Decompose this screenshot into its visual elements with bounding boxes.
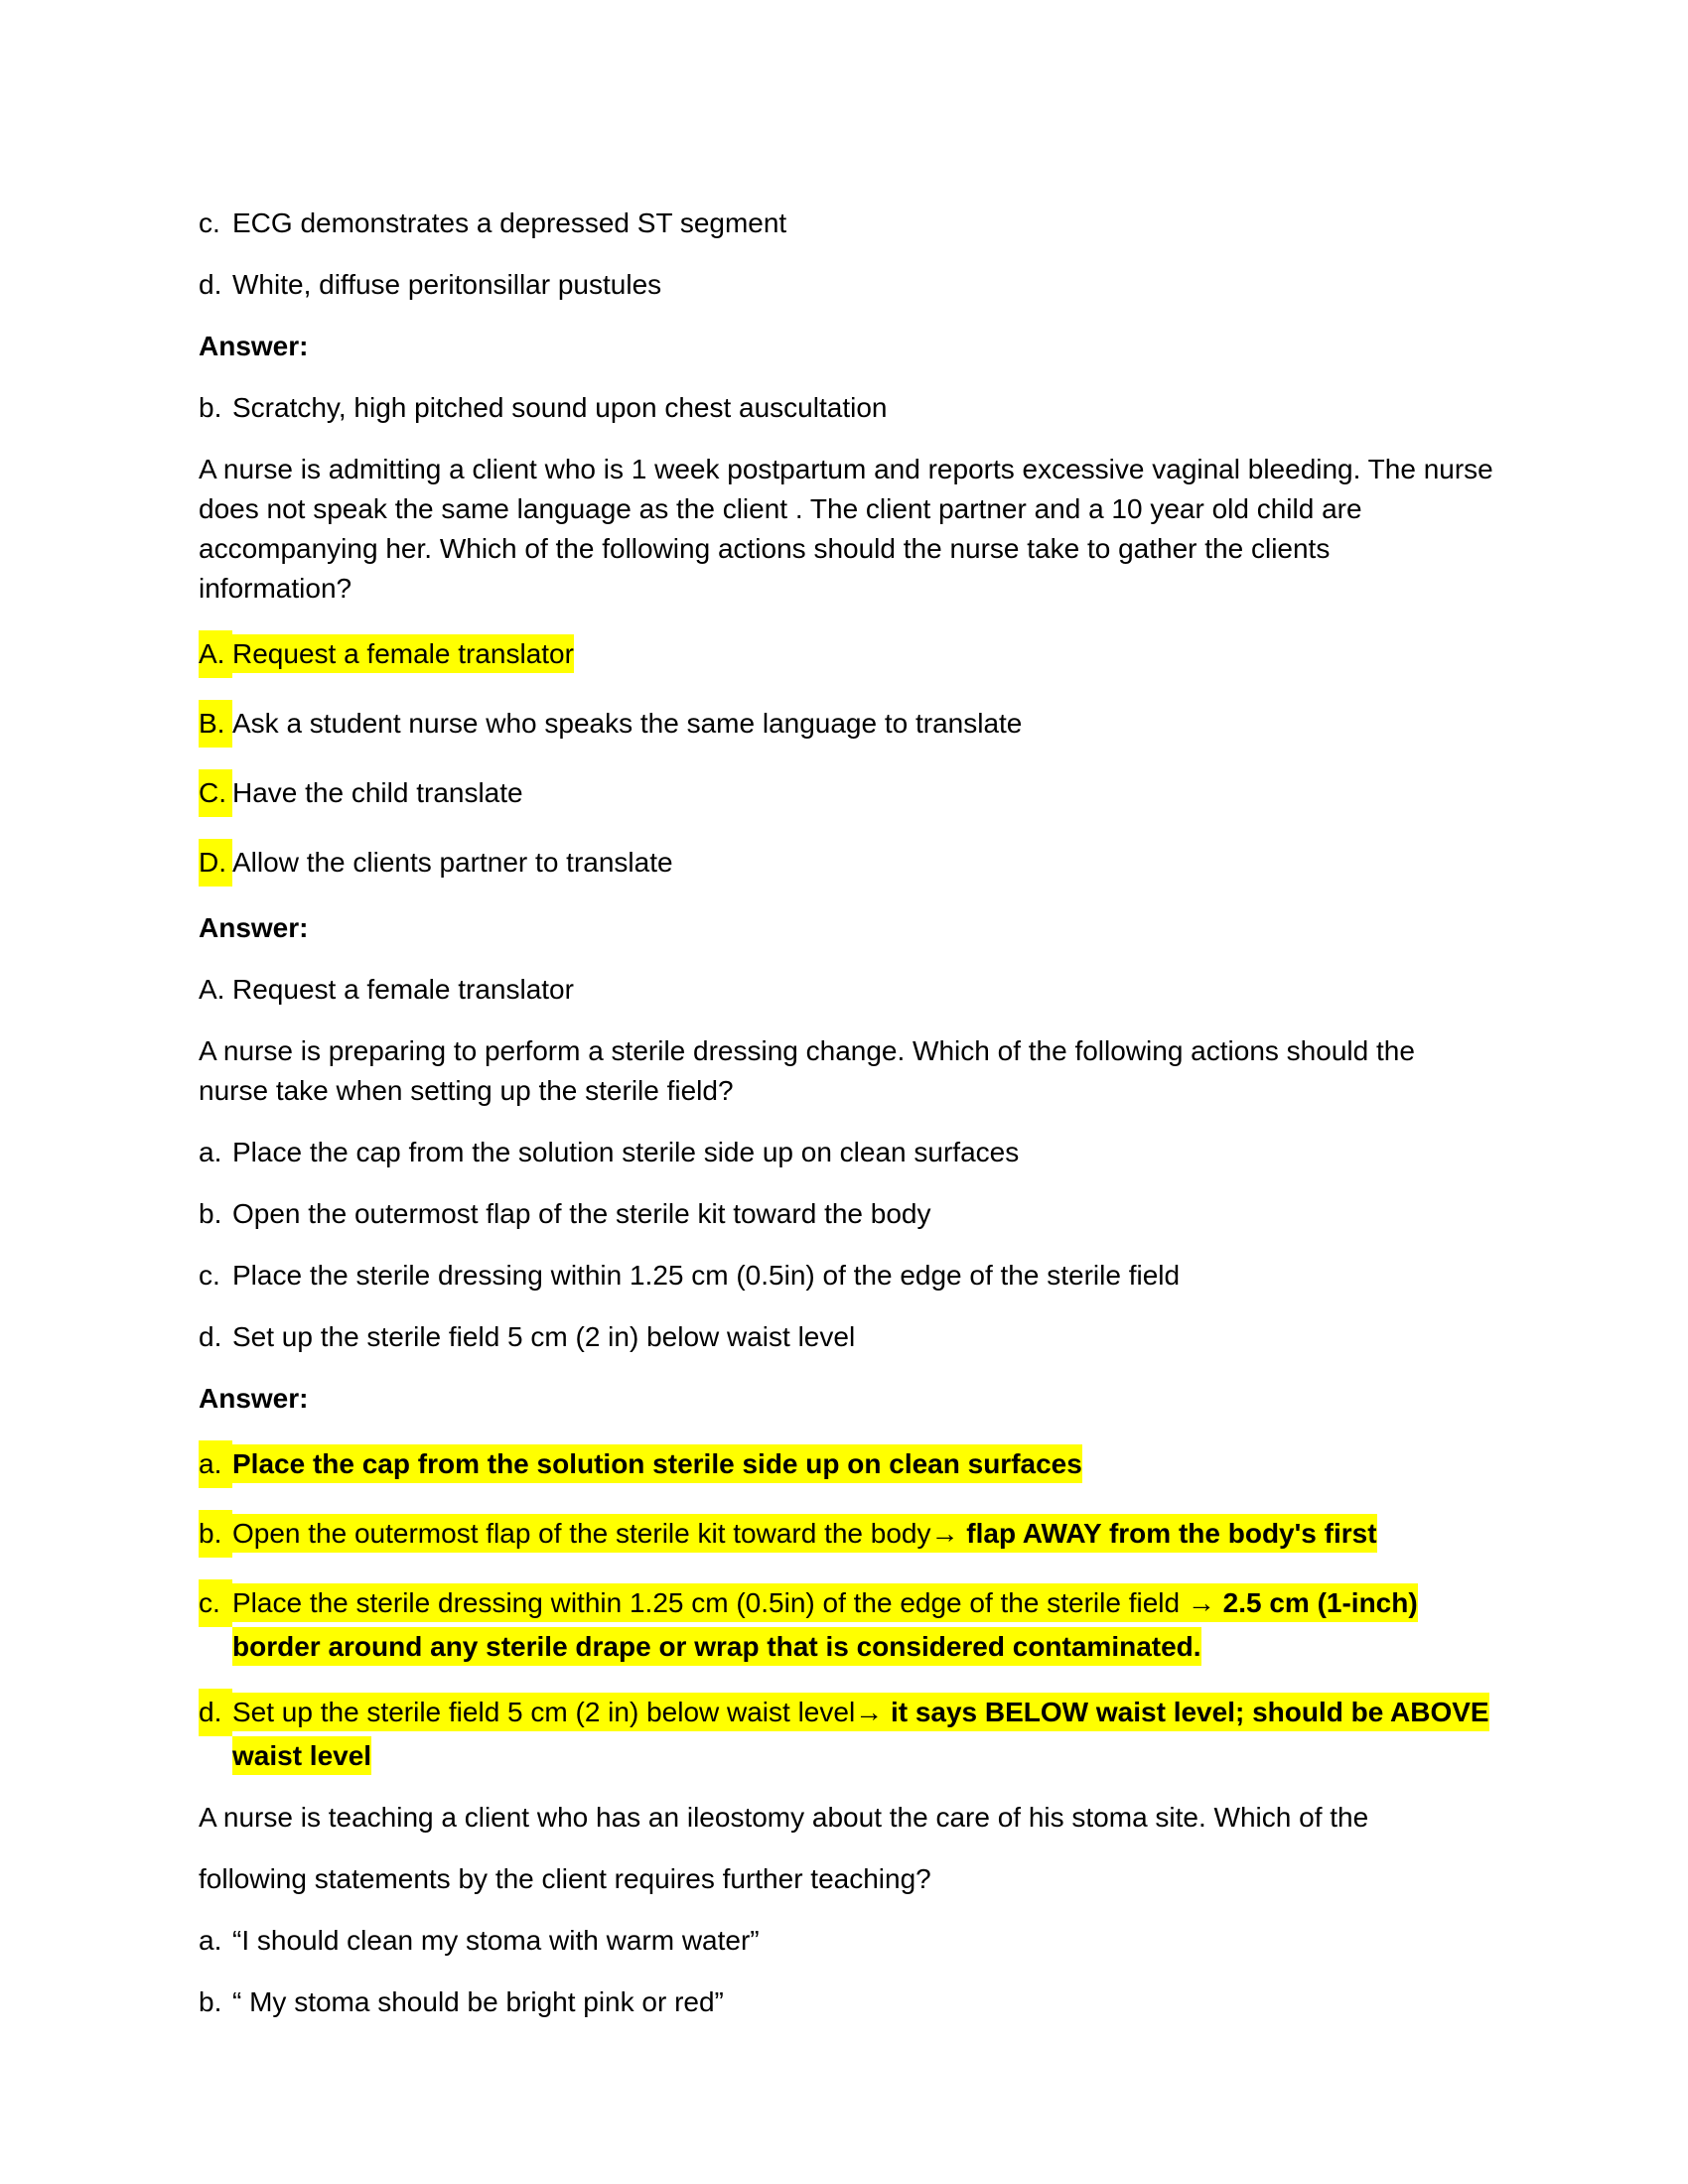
text-segment: Request a female translator xyxy=(232,634,574,673)
answer-label xyxy=(199,1379,1509,1419)
text-segment: Open the outermost flap of the sterile kit toward the body→ xyxy=(232,1514,966,1553)
text-segment: “ My stoma should be bright pink or red” xyxy=(232,1986,724,2017)
question-option xyxy=(199,1133,1509,1172)
text-segment: does not speak the same language as the client . The client partner and a 10 year old child are xyxy=(199,493,1362,524)
option-marker: D. xyxy=(199,839,232,887)
text-segment: 2.5 cm (1-inch) xyxy=(1223,1583,1418,1622)
question-option xyxy=(199,1440,1509,1488)
answer-label xyxy=(199,908,1509,948)
text-segment: nurse take when setting up the sterile field? xyxy=(199,1075,734,1106)
answer-label xyxy=(199,327,1509,366)
question-option xyxy=(199,769,1509,817)
option-marker: c. xyxy=(199,1579,232,1627)
text-segment: Allow the clients partner to translate xyxy=(232,847,673,878)
text-segment: Place the cap from the solution sterile side up on clean surfaces xyxy=(232,1137,1020,1167)
text-segment: following statements by the client requires further teaching? xyxy=(199,1863,931,1894)
option-marker: b. xyxy=(199,392,222,423)
text-segment: Scratchy, high pitched sound upon chest auscultation xyxy=(232,392,888,423)
text-segment: it says BELOW waist level; should be ABOVE xyxy=(891,1693,1489,1731)
text-segment: waist level xyxy=(232,1736,371,1775)
question-option xyxy=(199,1921,1509,1961)
text-segment: Place the cap from the solution sterile side up on clean surfaces xyxy=(232,1444,1082,1483)
question-option xyxy=(199,1510,1509,1558)
text-segment: Have the child translate xyxy=(232,777,523,808)
option-marker: c. xyxy=(199,207,220,238)
question-option xyxy=(199,1256,1509,1296)
question-paragraph-line xyxy=(199,529,1509,569)
question-option xyxy=(199,839,1509,887)
text-segment: A nurse is preparing to perform a sterile dressing change. Which of the following actions should the xyxy=(199,1035,1415,1066)
option-marker: d. xyxy=(199,1689,232,1736)
option-marker: a. xyxy=(199,1137,222,1167)
text-segment: accompanying her. Which of the following actions should the nurse take to gather the clients xyxy=(199,533,1331,564)
option-marker: A. xyxy=(199,630,232,678)
text-segment: Place the sterile dressing within 1.25 cm (0.5in) of the edge of the sterile field xyxy=(232,1260,1181,1291)
question-option xyxy=(199,970,1509,1010)
question-option xyxy=(199,388,1509,428)
text-segment: Answer: xyxy=(199,1383,309,1414)
option-marker: C. xyxy=(199,769,232,817)
question-option xyxy=(199,1317,1509,1357)
text-segment: Answer: xyxy=(199,912,309,943)
text-segment: Set up the sterile field 5 cm (2 in) below waist level xyxy=(232,1321,856,1352)
option-marker: B. xyxy=(199,700,232,748)
question-option xyxy=(199,1579,1509,1627)
text-segment: flap AWAY from the body's first xyxy=(966,1514,1376,1553)
question-option xyxy=(199,1194,1509,1234)
question-option xyxy=(199,265,1509,305)
option-marker: a. xyxy=(199,1925,222,1956)
text-segment: ECG demonstrates a depressed ST segment xyxy=(232,207,787,238)
question-option xyxy=(199,204,1509,243)
text-segment: A nurse is admitting a client who is 1 week postpartum and reports excessive vaginal bleeding. The nurse xyxy=(199,454,1493,484)
option-marker: c. xyxy=(199,1260,220,1291)
text-segment: Answer: xyxy=(199,331,309,361)
text-segment: “I should clean my stoma with warm water” xyxy=(232,1925,760,1956)
option-marker: b. xyxy=(199,1986,222,2017)
text-segment: information? xyxy=(199,573,352,604)
question-paragraph-line xyxy=(199,1859,1509,1899)
option-marker: A. xyxy=(199,974,225,1005)
question-option xyxy=(199,1982,1509,2022)
text-segment: Set up the sterile field 5 cm (2 in) below waist level→ xyxy=(232,1693,891,1731)
question-paragraph-line xyxy=(199,1798,1509,1838)
question-paragraph-line xyxy=(199,1071,1509,1111)
question-paragraph-line xyxy=(199,450,1509,489)
question-option xyxy=(199,700,1509,748)
question-option xyxy=(199,1689,1509,1736)
question-paragraph-line xyxy=(199,1031,1509,1071)
text-segment: Place the sterile dressing within 1.25 cm (0.5in) of the edge of the sterile field → xyxy=(232,1583,1223,1622)
option-marker: b. xyxy=(199,1510,232,1558)
question-option xyxy=(199,630,1509,678)
text-segment: border around any sterile drape or wrap that is considered contaminated. xyxy=(232,1627,1201,1666)
text-segment: Ask a student nurse who speaks the same language to translate xyxy=(232,708,1023,739)
text-segment: A nurse is teaching a client who has an ileostomy about the care of his stoma site. Which of the xyxy=(199,1802,1369,1833)
option-marker: d. xyxy=(199,269,222,300)
answer-option-continuation xyxy=(199,1627,1509,1667)
option-marker: a. xyxy=(199,1440,232,1488)
question-paragraph-line xyxy=(199,569,1509,609)
text-segment: Open the outermost flap of the sterile kit toward the body xyxy=(232,1198,931,1229)
text-segment: White, diffuse peritonsillar pustules xyxy=(232,269,662,300)
answer-option-continuation xyxy=(199,1736,1509,1776)
question-paragraph-line xyxy=(199,489,1509,529)
text-segment: Request a female translator xyxy=(232,974,574,1005)
option-marker: d. xyxy=(199,1321,222,1352)
option-marker: b. xyxy=(199,1198,222,1229)
